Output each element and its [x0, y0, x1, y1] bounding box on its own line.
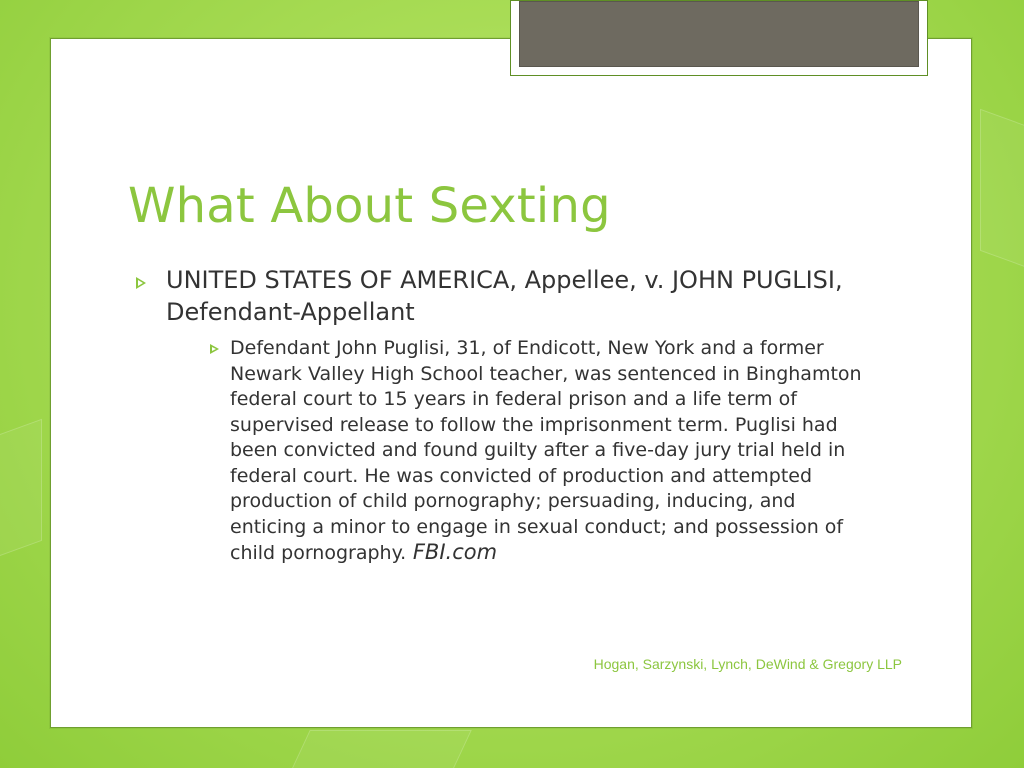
slide-title: What About Sexting: [128, 178, 611, 234]
bullet-text: UNITED STATES OF AMERICA, Appellee, v. JOHN PUGLISI, Defendant-Appellant: [166, 266, 843, 326]
triangle-bullet-icon: [210, 344, 219, 354]
background-hexagon-shape: [0, 419, 42, 564]
slide-footer: Hogan, Sarzynski, Lynch, DeWind & Gregory LLP: [593, 656, 902, 672]
sub-bullet-text: [230, 336, 870, 567]
source-citation: FBI.com: [406, 540, 498, 564]
bullet-item-case-name: [134, 264, 874, 328]
case-summary-text: Defendant John Puglisi, 31, of Endicott, New York and a former Newark Valley High School teacher, was sentenced in Binghamton federal court to 15 years in federal prison and a life term of supervised release to follow the imprisonment term. Puglisi had been convicted and found guilty after a five-day jury trial held in federal court. He was convicted of production and attempted production of child pornography; persuading, inducing, and enticing a minor to engage in sexual conduct; and possession of child pornography.: [230, 337, 862, 564]
bullet-list: [134, 264, 874, 567]
sub-bullet-item-case-summary: [198, 336, 874, 567]
triangle-bullet-icon: [136, 277, 146, 289]
header-photo-placeholder: [519, 1, 919, 67]
header-photo-frame: [510, 0, 928, 76]
background-hexagon-shape: [980, 109, 1024, 274]
background-hexagon-shape: [290, 730, 472, 768]
